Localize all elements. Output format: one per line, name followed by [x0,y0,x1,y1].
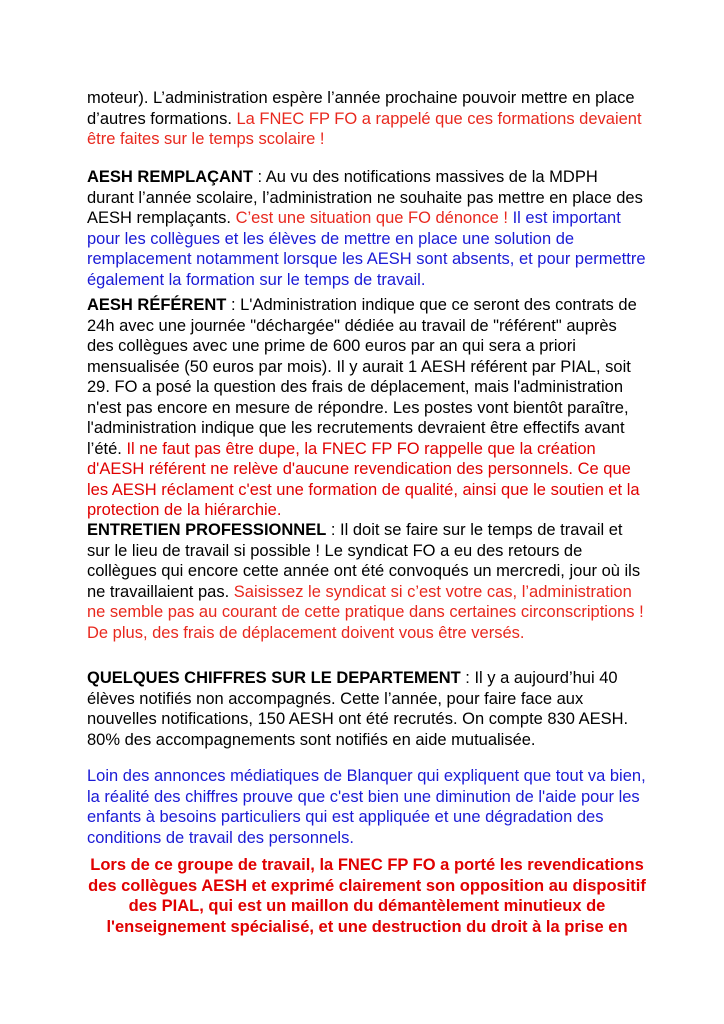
paragraph-chiffres [87,668,647,750]
entretien-text: : Il doit se faire sur le temps de travail et sur le lieu de travail si possible ! Le syndicat FO a eu des retours de collègues qui encore cette année ont été convoqués un mercredi, jour où ils ne travaillaient pas. [87,521,641,601]
heading-aesh-referent: AESH RÉFÉRENT [87,296,227,314]
paragraph-formations [87,88,647,150]
paragraph-conclusion [80,855,654,937]
fo-referent-remark: Il ne faut pas être dupe, la FNEC FP FO rappelle que la création d'AESH référent ne relève d'aucune revendication des personnels. Ce que les AESH réclament c'est une formation de qualité, ainsi que le soutien et la protection de la hiérarchie. [87,439,640,519]
blanquer-text: Loin des annonces médiatiques de Blanquer qui expliquent que tout va bien, la réalité des chiffres prouve que c'est bien une diminution de l'aide pour les enfants à besoins particuliers qui est appliquée et une dégradation des conditions de travail des personnels. [87,767,646,847]
aesh-remplacant-text: : Au vu des notifications massives de la MDPH durant l’année scolaire, l’administration ne souhaite pas mettre en place des AESH remplaçants. [87,168,643,227]
paragraph-aesh-referent [87,295,647,521]
aesh-referent-text: : L'Administration indique que ce seront des contrats de 24h avec une journée "déchargée" dédiée au travail de "référent" auprès des collègues avec une prime de 600 euros par an qui sera a priori mensualisée (50 euros par mois). Il y aurait 1 AESH référent par PIAL, soit 29. FO a posé la question des frais de déplacement, mais l'administration n'est pas encore en mesure de répondre. Les postes vont bientôt paraître, l'administration indique que les recrutements devraient être effectifs avant l’été. [87,296,637,458]
heading-chiffres-departement: QUELQUES CHIFFRES SUR LE DEPARTEMENT [87,669,461,687]
remplacement-demand-text: Il est important pour les collègues et les élèves de mettre en place une solution de remplacement notamment lorsque les AESH sont absents, et pour permettre également la formation sur le temps de travail. [87,209,646,289]
fo-remark-formations: La FNEC FP FO a rappelé que ces formations devaient être faites sur le temps scolaire ! [87,109,642,148]
saisissez-syndicat-text: Saisissez le syndicat si c’est votre cas, l’administration ne semble pas au courant de cette pratique dans certaines circonscriptions ! De plus, des frais de déplacement doivent vous être versés. [87,582,644,642]
heading-aesh-remplacant: AESH REMPLAÇANT [87,168,253,186]
paragraph-entretien [87,520,647,643]
paragraph-aesh-remplacant [87,167,647,290]
chiffres-text: : Il y a aujourd’hui 40 élèves notifiés non accompagnés. Cette l’année, pour faire face aux nouvelles notifications, 150 AESH ont été recrutés. On compte 830 AESH. 80% des accompagnements sont notifiés en aide mutualisée. [87,669,629,749]
paragraph-blanquer [87,766,647,848]
fo-denonce-text: C’est une situation que FO dénonce ! [235,209,513,227]
formations-text: moteur). L’administration espère l’année prochaine pouvoir mettre en place d’autres formations. [87,89,635,128]
heading-entretien-professionnel: ENTRETIEN PROFESSIONNEL [87,521,327,539]
conclusion-text: Lors de ce groupe de travail, la FNEC FP FO a porté les revendications des collègues AESH et exprimé clairement son opposition au dispositif des PIAL, qui est un maillon du démantèlement minutieux de l'enseignement spécialisé, et une destruction du droit à la prise en [88,856,646,936]
